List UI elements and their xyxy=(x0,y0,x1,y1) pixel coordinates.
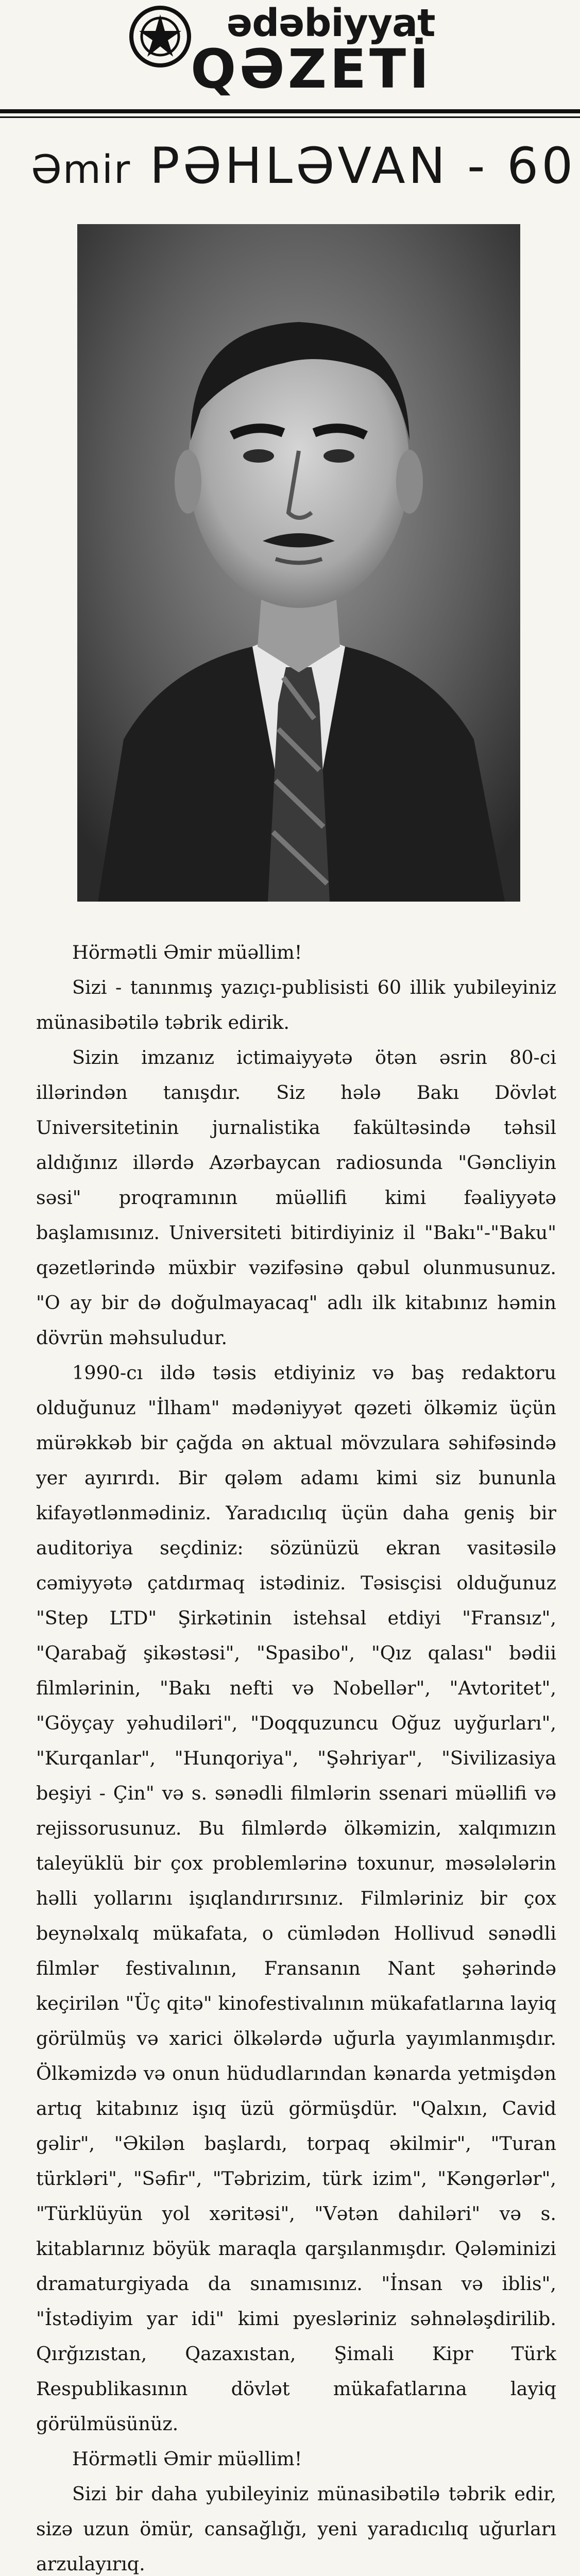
headline-last-name: PƏHLƏVAN xyxy=(149,137,449,195)
article-greeting: Hörmətli Əmir müəllim! xyxy=(72,941,302,963)
emblem-icon xyxy=(127,3,194,70)
article-paragraph: Sizin imzanız ictimaiyyətə ötən əsrin 80-ci illərindən tanışdır. Siz hələ Bakı Dövlət Universitetinin jurnalistika fakültəsində təhsil aldığınız illərdə Azərbaycan radiosunda "Gəncliyin səsi" proqramının müəllifi kimi fəaliyyətə başlamısınız. Universiteti bitirdiyiniz il "Bakı"-"Baku" qəzetlərində müxbir vəzifəsinə qəbul olunmusunuz. "O ay bir də doğulmayacaq" adlı ilk kitabınız həmin dövrün məhsuludur. xyxy=(36,1046,556,1349)
article-body xyxy=(36,935,556,2576)
portrait-photo xyxy=(77,224,520,902)
headline-age: - 60 xyxy=(467,137,576,195)
article-paragraph: Sizi bir daha yubileyiniz münasibətilə təbrik edir, sizə uzun ömür, cansağlığı, yeni yaradıcılıq uğurları arzulayırıq. xyxy=(36,2483,556,2575)
article-greeting: Hörmətli Əmir müəllim! xyxy=(72,2448,302,2470)
headline xyxy=(31,135,576,197)
masthead xyxy=(0,0,580,118)
article-paragraph: 1990-cı ildə təsis etdiyiniz və baş redaktoru olduğunuz "İlham" mədəniyyət qəzeti ölkəmiz üçün mürəkkəb bir çağda ən aktual mövzulara səhifəsində yer ayırırdı. Bir qələm adamı kimi siz bununla kifayətlənmədiniz. Yaradıcılıq üçün daha geniş bir auditoriya seçdiniz: sözünüzü ekran vasitəsilə cəmiyyətə çatdırmaq istədiniz. Təsisçisi olduğunuz "Step LTD" Şirkətinin istehsal etdiyi "Fransız", "Qarabağ şikəstəsi", "Spasibo", "Qız qalası" bədii filmlərinin, "Bakı nefti və Nobellər", "Avtoritet", "Göyçay yəhudiləri", "Doqquzuncu Oğuz uyğurları", "Kurqanlar", "Hunqoriya", "Şəhriyar", "Sivilizasiya beşiyi - Çin" və s. sənədli filmlərin ssenari müəllifi və rejissorusunuz. Bu filmlərdə ölkəmizin, xalqımızın taleyüklü bir çox problemlərinə toxunur, məsələlərin həlli yollarını işıqlandırırsınız. Filmləriniz bir çox beynəlxalq mükafata, o cümlədən Hollivud sənədli filmlər festivalının, Fransanın Nant şəhərində keçirilən "Üç qitə" kinofestivalının mükafatlarına layiq görülmüş və xarici ölkələrdə uğurla yayımlanmışdır. Ölkəmizdə və onun hüdudlarından kənarda yetmişdən artıq kitabınız işıq üzü görmüşdür. "Qalxın, Cavid gəlir", "Əkilən başlardı, torpaq əkilmir", "Turan türkləri", "Səfir", "Təbrizim, türk izim", "Kəngərlər", "Türklüyün yol xəritəsi", "Vətən dahiləri" və s. kitablarınız böyük maraqla qarşılanmışdır. Qələminizi dramaturgiyada da sınamısınız. "İnsan və iblis", "İstədiyim yar idi" kimi pyesləriniz səhnələşdirilib. Qırğızıstan, Qazaxıstan, Şimali Kipr Türk Respublikasının dövlət mükafatlarına layiq görülmüsünüz. xyxy=(36,1362,556,2435)
headline-first-name: Əmir xyxy=(31,146,131,192)
masthead-line2: QƏZETİ xyxy=(191,38,432,100)
masthead-line1: ədəbiyyat xyxy=(227,1,435,45)
masthead-rule xyxy=(0,109,580,113)
masthead-rule-thin xyxy=(0,116,580,118)
article-paragraph: Sizi - tanınmış yazıçı-publisisti 60 illik yubileyiniz münasibətilə təbrik edirik. xyxy=(36,976,556,1033)
